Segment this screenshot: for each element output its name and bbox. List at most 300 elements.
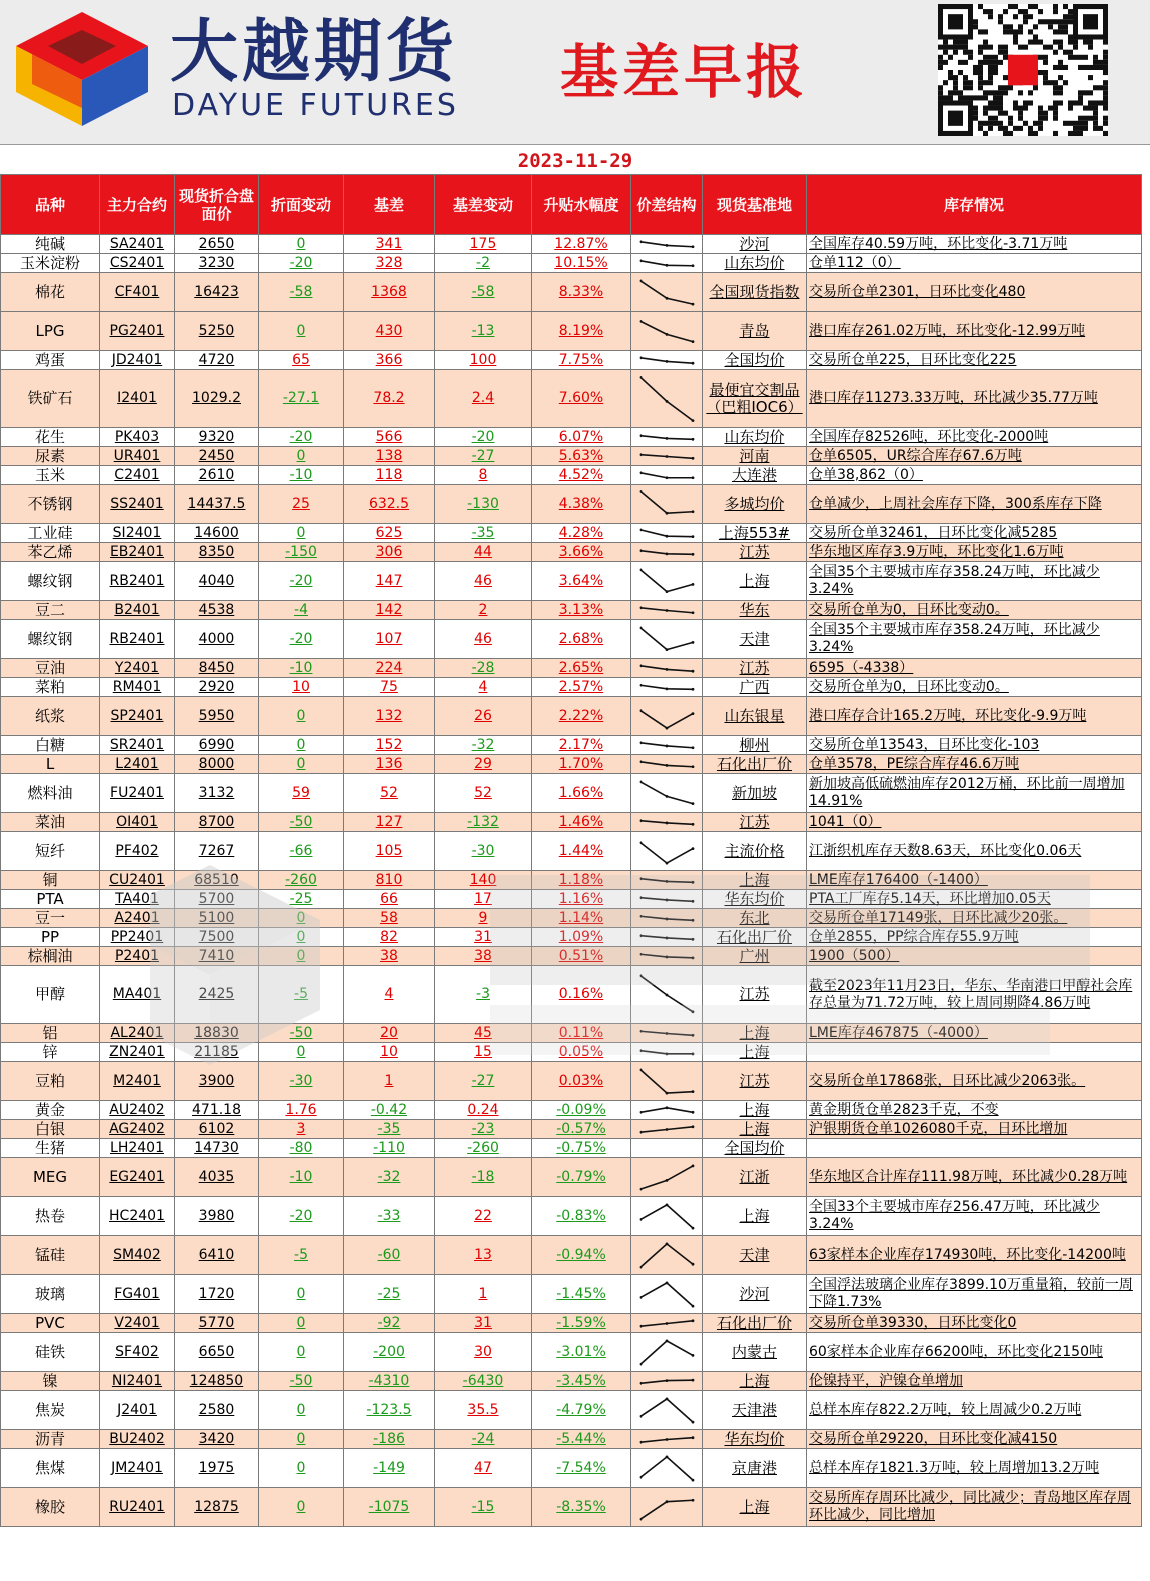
cell-inventory: 仓单6505，UR综合库存67.6万吨: [807, 447, 1142, 466]
cell-basis: 625: [344, 524, 435, 543]
cell-basis-change: 15: [435, 1043, 532, 1062]
table-row: [1, 1120, 1142, 1139]
spread-sparkline-icon: [637, 1065, 697, 1098]
cell-basis: 75: [344, 678, 435, 697]
cell-spot-price: 1975: [175, 1449, 259, 1488]
cell-premium-pct: 0.11%: [532, 1024, 631, 1043]
spread-sparkline-icon: [637, 373, 697, 425]
spread-sparkline-icon: [637, 893, 697, 906]
cell-basis: 127: [344, 813, 435, 832]
cell-spot-price: 2450: [175, 447, 259, 466]
cell-premium-pct: 0.05%: [532, 1043, 631, 1062]
cell-basis-change: 38: [435, 947, 532, 966]
cell-premium-pct: 4.38%: [532, 485, 631, 524]
spread-sparkline-icon: [637, 1142, 697, 1155]
cell-basis: 328: [344, 254, 435, 273]
cell-spread-structure: [631, 1333, 703, 1372]
spread-sparkline-icon: [637, 1375, 697, 1388]
spread-sparkline-icon: [637, 488, 697, 521]
spread-sparkline-icon: [637, 565, 697, 598]
spread-sparkline-icon: [637, 354, 697, 367]
spread-sparkline-icon: [637, 1239, 697, 1272]
cell-contract: JM2401: [100, 1449, 175, 1488]
cell-spread-structure: [631, 755, 703, 774]
cell-price-change: 0: [259, 736, 344, 755]
spread-sparkline-icon: [637, 1046, 697, 1059]
cell-inventory: 江浙织机库存天数8.63天，环比变化0.06天: [807, 832, 1142, 871]
cell-spot-price: 3132: [175, 774, 259, 813]
cell-price-change: 25: [259, 485, 344, 524]
cell-location: 全国现货指数: [703, 273, 807, 312]
cell-spot-price: 1029.2: [175, 370, 259, 428]
brand-name-en: DAYUE FUTURES: [172, 88, 459, 123]
cell-location: 上海: [703, 1120, 807, 1139]
cell-contract: TA401: [100, 890, 175, 909]
cell-contract: JD2401: [100, 351, 175, 370]
cell-location: 沙河: [703, 235, 807, 254]
cell-spread-structure: [631, 774, 703, 813]
table-row: [1, 890, 1142, 909]
cell-spread-structure: [631, 428, 703, 447]
cell-basis: 430: [344, 312, 435, 351]
cell-spread-structure: [631, 1275, 703, 1314]
cell-contract: CU2401: [100, 871, 175, 890]
spread-sparkline-icon: [637, 681, 697, 694]
cell-price-change: 65: [259, 351, 344, 370]
cell-contract: M2401: [100, 1062, 175, 1101]
cell-contract: MA401: [100, 966, 175, 1024]
cell-basis-change: 175: [435, 235, 532, 254]
cell-basis-change: 46: [435, 620, 532, 659]
cell-price-change: 0: [259, 1449, 344, 1488]
cell-basis: -149: [344, 1449, 435, 1488]
cell-inventory: 全国35个主要城市库存358.24万吨，环比减少3.24%: [807, 562, 1142, 601]
cell-contract: CS2401: [100, 254, 175, 273]
table-body: [1, 235, 1142, 1527]
cell-inventory: 总样本库存822.2万吨，较上周减少0.2万吨: [807, 1391, 1142, 1430]
cell-location: 华东均价: [703, 890, 807, 909]
cell-premium-pct: -0.75%: [532, 1139, 631, 1158]
cell-location: 天津: [703, 1236, 807, 1275]
cell-spread-structure: [631, 235, 703, 254]
spread-sparkline-icon: [637, 257, 697, 270]
cell-location: 京唐港: [703, 1449, 807, 1488]
cell-spread-structure: [631, 447, 703, 466]
cell-name: 短纤: [1, 832, 100, 871]
spread-sparkline-icon: [637, 835, 697, 868]
cell-basis: 58: [344, 909, 435, 928]
cell-spot-price: 2920: [175, 678, 259, 697]
report-date: 2023-11-29: [517, 150, 633, 172]
cell-price-change: 0: [259, 928, 344, 947]
cell-location: 沙河: [703, 1275, 807, 1314]
cell-spot-price: 3980: [175, 1197, 259, 1236]
cell-premium-pct: -8.35%: [532, 1488, 631, 1527]
cell-name: 纯碱: [1, 235, 100, 254]
cell-spread-structure: [631, 1372, 703, 1391]
cell-contract: PG2401: [100, 312, 175, 351]
cell-contract: BU2402: [100, 1430, 175, 1449]
cell-spot-price: 6990: [175, 736, 259, 755]
cell-basis-change: -20: [435, 428, 532, 447]
cell-spot-price: 6410: [175, 1236, 259, 1275]
cell-basis-change: 2.4: [435, 370, 532, 428]
cell-contract: SS2401: [100, 485, 175, 524]
cell-spot-price: 7267: [175, 832, 259, 871]
cell-spread-structure: [631, 485, 703, 524]
cell-price-change: -10: [259, 466, 344, 485]
cell-basis-change: 35.5: [435, 1391, 532, 1430]
cell-location: 东北: [703, 909, 807, 928]
cell-premium-pct: 0.51%: [532, 947, 631, 966]
cell-contract: L2401: [100, 755, 175, 774]
cell-premium-pct: 8.19%: [532, 312, 631, 351]
cell-basis-change: -35: [435, 524, 532, 543]
cell-inventory: 伦镍持平，沪镍仓单增加: [807, 1372, 1142, 1391]
cell-spread-structure: [631, 1314, 703, 1333]
cell-name: 螺纹钢: [1, 620, 100, 659]
cell-price-change: -5: [259, 966, 344, 1024]
cell-price-change: 0: [259, 697, 344, 736]
table-row: [1, 832, 1142, 871]
cell-basis: 1: [344, 1062, 435, 1101]
table-row: [1, 447, 1142, 466]
cell-price-change: 0: [259, 447, 344, 466]
cell-contract: EB2401: [100, 543, 175, 562]
cell-premium-pct: 7.75%: [532, 351, 631, 370]
cell-inventory: 港口库存合计165.2万吨，环比变化-9.9万吨: [807, 697, 1142, 736]
cell-location: 江苏: [703, 543, 807, 562]
cell-spread-structure: [631, 1488, 703, 1527]
cell-basis: -186: [344, 1430, 435, 1449]
cell-price-change: 0: [259, 909, 344, 928]
spread-sparkline-icon: [637, 1394, 697, 1427]
cell-name: 豆油: [1, 659, 100, 678]
cell-inventory: 1900（500）: [807, 947, 1142, 966]
cell-inventory: 全国浮法玻璃企业库存3899.10万重量箱，较前一周下降1.73%: [807, 1275, 1142, 1314]
cell-basis-change: 31: [435, 928, 532, 947]
spread-sparkline-icon: [637, 777, 697, 810]
cell-contract: FU2401: [100, 774, 175, 813]
cell-basis-change: 52: [435, 774, 532, 813]
cell-spread-structure: [631, 1449, 703, 1488]
cell-inventory: 交易所仓单为0，日环比变动0。: [807, 601, 1142, 620]
cell-spread-structure: [631, 909, 703, 928]
cell-name: L: [1, 755, 100, 774]
cell-spread-structure: [631, 273, 703, 312]
cell-spread-structure: [631, 1043, 703, 1062]
table-row: [1, 620, 1142, 659]
cell-spot-price: 14437.5: [175, 485, 259, 524]
cell-premium-pct: 0.03%: [532, 1062, 631, 1101]
spread-sparkline-icon: [637, 431, 697, 444]
cell-spread-structure: [631, 1197, 703, 1236]
cell-price-change: -66: [259, 832, 344, 871]
cell-spot-price: 8000: [175, 755, 259, 774]
cell-price-change: -20: [259, 1197, 344, 1236]
spread-sparkline-icon: [637, 874, 697, 887]
spread-sparkline-icon: [637, 527, 697, 540]
cell-spread-structure: [631, 351, 703, 370]
col-header-basis-change: 基差变动: [435, 175, 532, 235]
table-row: [1, 1062, 1142, 1101]
cell-basis-change: 4: [435, 678, 532, 697]
spread-sparkline-icon: [637, 816, 697, 829]
cell-location: 多城均价: [703, 485, 807, 524]
spread-sparkline-icon: [637, 315, 697, 348]
spread-sparkline-icon: [637, 1027, 697, 1040]
report-title: 基差早报: [560, 38, 809, 106]
cell-premium-pct: -0.09%: [532, 1101, 631, 1120]
cell-basis-change: 9: [435, 909, 532, 928]
cell-inventory: [807, 1043, 1142, 1062]
basis-table: [0, 174, 1142, 1527]
cell-inventory: 总样本库存1821.3万吨，较上周增加13.2万吨: [807, 1449, 1142, 1488]
cell-inventory: 交易所仓单225，日环比变化225: [807, 351, 1142, 370]
cell-name: 铁矿石: [1, 370, 100, 428]
table-row: [1, 428, 1142, 447]
cell-location: 主流价格: [703, 832, 807, 871]
cell-contract: A2401: [100, 909, 175, 928]
cell-basis-change: -260: [435, 1139, 532, 1158]
cell-basis: -123.5: [344, 1391, 435, 1430]
cell-price-change: -80: [259, 1139, 344, 1158]
cell-inventory: 全国库存82526吨，环比变化-2000吨: [807, 428, 1142, 447]
spread-sparkline-icon: [637, 969, 697, 1021]
cell-premium-pct: 1.46%: [532, 813, 631, 832]
cell-inventory: 全国33个主要城市库存256.47万吨，环比减少3.24%: [807, 1197, 1142, 1236]
cell-name: 锰硅: [1, 1236, 100, 1275]
cell-inventory: 仓单2855，PP综合库存55.9万吨: [807, 928, 1142, 947]
cell-premium-pct: -1.59%: [532, 1314, 631, 1333]
cell-inventory: 新加坡高低硫燃油库存2012万桶，环比前一周增加14.91%: [807, 774, 1142, 813]
cell-premium-pct: -0.57%: [532, 1120, 631, 1139]
cell-price-change: -58: [259, 273, 344, 312]
cell-spot-price: 3420: [175, 1430, 259, 1449]
cell-spread-structure: [631, 678, 703, 697]
cell-spot-price: 6102: [175, 1120, 259, 1139]
table-row: [1, 273, 1142, 312]
cell-contract: AU2402: [100, 1101, 175, 1120]
cell-inventory: 仓单3578，PE综合库存46.6万吨: [807, 755, 1142, 774]
cell-price-change: -20: [259, 620, 344, 659]
cell-basis-change: 1: [435, 1275, 532, 1314]
cell-basis-change: -28: [435, 659, 532, 678]
cell-basis-change: -18: [435, 1158, 532, 1197]
table-row: [1, 928, 1142, 947]
cell-name: 焦炭: [1, 1391, 100, 1430]
cell-basis: 341: [344, 235, 435, 254]
table-row: [1, 1139, 1142, 1158]
cell-premium-pct: 1.09%: [532, 928, 631, 947]
cell-basis: -25: [344, 1275, 435, 1314]
cell-inventory: LME库存176400（-1400）: [807, 871, 1142, 890]
cell-basis: 78.2: [344, 370, 435, 428]
cell-basis-change: 140: [435, 871, 532, 890]
cell-location: 江苏: [703, 659, 807, 678]
cell-location: 上海: [703, 1024, 807, 1043]
table-row: [1, 370, 1142, 428]
cell-basis-change: -27: [435, 447, 532, 466]
qr-code-icon: [938, 4, 1108, 136]
cell-basis-change: -30: [435, 832, 532, 871]
cell-premium-pct: 2.22%: [532, 697, 631, 736]
cell-basis: 52: [344, 774, 435, 813]
cell-basis-change: 100: [435, 351, 532, 370]
cell-spot-price: 5700: [175, 890, 259, 909]
cell-spread-structure: [631, 1062, 703, 1101]
cell-contract: J2401: [100, 1391, 175, 1430]
spread-sparkline-icon: [637, 662, 697, 675]
spread-sparkline-icon: [637, 1104, 697, 1117]
cell-location: 广西: [703, 678, 807, 697]
cell-basis: 632.5: [344, 485, 435, 524]
cell-spread-structure: [631, 1430, 703, 1449]
cell-basis: 224: [344, 659, 435, 678]
cell-spread-structure: [631, 370, 703, 428]
cell-premium-pct: 1.16%: [532, 890, 631, 909]
cell-basis: -110: [344, 1139, 435, 1158]
cell-spot-price: 7500: [175, 928, 259, 947]
cell-location: 山东均价: [703, 428, 807, 447]
cell-spread-structure: [631, 659, 703, 678]
cell-name: MEG: [1, 1158, 100, 1197]
cell-location: 上海: [703, 1197, 807, 1236]
cell-basis-change: 44: [435, 543, 532, 562]
cell-name: 花生: [1, 428, 100, 447]
table-row: [1, 1314, 1142, 1333]
cell-name: 菜粕: [1, 678, 100, 697]
spread-sparkline-icon: [637, 469, 697, 482]
cell-price-change: 10: [259, 678, 344, 697]
col-header-premium-pct: 升贴水幅度: [532, 175, 631, 235]
cell-name: 玻璃: [1, 1275, 100, 1314]
cell-contract: RB2401: [100, 562, 175, 601]
cell-spot-price: 3230: [175, 254, 259, 273]
cell-location: 石化出厂价: [703, 928, 807, 947]
cell-basis: 366: [344, 351, 435, 370]
cell-spread-structure: [631, 1120, 703, 1139]
cell-premium-pct: 2.65%: [532, 659, 631, 678]
table-row: [1, 1449, 1142, 1488]
cell-basis: 107: [344, 620, 435, 659]
cell-basis-change: 8: [435, 466, 532, 485]
cell-basis: -33: [344, 1197, 435, 1236]
cell-spot-price: 14730: [175, 1139, 259, 1158]
cell-basis: 20: [344, 1024, 435, 1043]
cell-contract: ZN2401: [100, 1043, 175, 1062]
cell-contract: EG2401: [100, 1158, 175, 1197]
cell-basis-change: -2: [435, 254, 532, 273]
cell-price-change: 0: [259, 1275, 344, 1314]
table-row: [1, 1333, 1142, 1372]
cell-spot-price: 8450: [175, 659, 259, 678]
cell-basis: 82: [344, 928, 435, 947]
cell-basis: 38: [344, 947, 435, 966]
cell-inventory: 交易所仓单29220，日环比变化减4150: [807, 1430, 1142, 1449]
table-row: [1, 1024, 1142, 1043]
table-row: [1, 562, 1142, 601]
col-header-basis: 基差: [344, 175, 435, 235]
cell-location: 石化出厂价: [703, 1314, 807, 1333]
cell-price-change: 0: [259, 1391, 344, 1430]
spread-sparkline-icon: [637, 1336, 697, 1369]
cell-spot-price: 4720: [175, 351, 259, 370]
spread-sparkline-icon: [637, 604, 697, 617]
table-row: [1, 871, 1142, 890]
cell-inventory: 全国库存40.59万吨，环比变化-3.71万吨: [807, 235, 1142, 254]
cell-name: 不锈钢: [1, 485, 100, 524]
cell-name: 铜: [1, 871, 100, 890]
cell-basis: -1075: [344, 1488, 435, 1527]
cell-spot-price: 9320: [175, 428, 259, 447]
cell-spot-price: 4040: [175, 562, 259, 601]
spread-sparkline-icon: [637, 1123, 697, 1136]
cell-premium-pct: 2.57%: [532, 678, 631, 697]
cell-inventory: 仓单38,862（0）: [807, 466, 1142, 485]
cell-premium-pct: 4.28%: [532, 524, 631, 543]
cell-inventory: 交易所仓单32461，日环比变化减5285: [807, 524, 1142, 543]
cell-price-change: -25: [259, 890, 344, 909]
cell-spread-structure: [631, 466, 703, 485]
cell-basis-change: 17: [435, 890, 532, 909]
cell-name: 尿素: [1, 447, 100, 466]
cell-basis-change: -13: [435, 312, 532, 351]
table-row: [1, 1101, 1142, 1120]
cell-price-change: 0: [259, 1043, 344, 1062]
cell-location: 天津港: [703, 1391, 807, 1430]
cell-contract: Y2401: [100, 659, 175, 678]
cell-spot-price: 6650: [175, 1333, 259, 1372]
cell-premium-pct: 3.64%: [532, 562, 631, 601]
cell-inventory: 交易所库存周环比减少，同比减少；青岛地区库存周环比减少，同比增加: [807, 1488, 1142, 1527]
cell-inventory: 仓单减少，上周社会库存下降，300系库存下降: [807, 485, 1142, 524]
spread-sparkline-icon: [637, 1278, 697, 1311]
cell-spread-structure: [631, 947, 703, 966]
table-row: [1, 601, 1142, 620]
cell-name: 橡胶: [1, 1488, 100, 1527]
cell-name: 苯乙烯: [1, 543, 100, 562]
cell-inventory: 6595（-4338）: [807, 659, 1142, 678]
cell-contract: C2401: [100, 466, 175, 485]
cell-location: 山东银星: [703, 697, 807, 736]
cell-spread-structure: [631, 601, 703, 620]
cell-contract: RB2401: [100, 620, 175, 659]
col-header-price-change: 折面变动: [259, 175, 344, 235]
spread-sparkline-icon: [637, 739, 697, 752]
cell-basis: -35: [344, 1120, 435, 1139]
spread-sparkline-icon: [637, 1200, 697, 1233]
cell-spread-structure: [631, 1139, 703, 1158]
table-row: [1, 659, 1142, 678]
cell-basis-change: 46: [435, 562, 532, 601]
col-header-location: 现货基准地: [703, 175, 807, 235]
cell-name: 工业硅: [1, 524, 100, 543]
cell-spot-price: 14600: [175, 524, 259, 543]
cell-name: PVC: [1, 1314, 100, 1333]
cell-inventory: 交易所仓单39330，日环比变化0: [807, 1314, 1142, 1333]
cell-basis-change: 26: [435, 697, 532, 736]
cell-contract: NI2401: [100, 1372, 175, 1391]
cell-basis: 138: [344, 447, 435, 466]
cell-name: 菜油: [1, 813, 100, 832]
cell-price-change: 0: [259, 1430, 344, 1449]
table-row: [1, 1197, 1142, 1236]
cell-inventory: 交易所仓单为0，日环比变动0。: [807, 678, 1142, 697]
cell-contract: SR2401: [100, 736, 175, 755]
table-row: [1, 755, 1142, 774]
cell-name: 生猪: [1, 1139, 100, 1158]
